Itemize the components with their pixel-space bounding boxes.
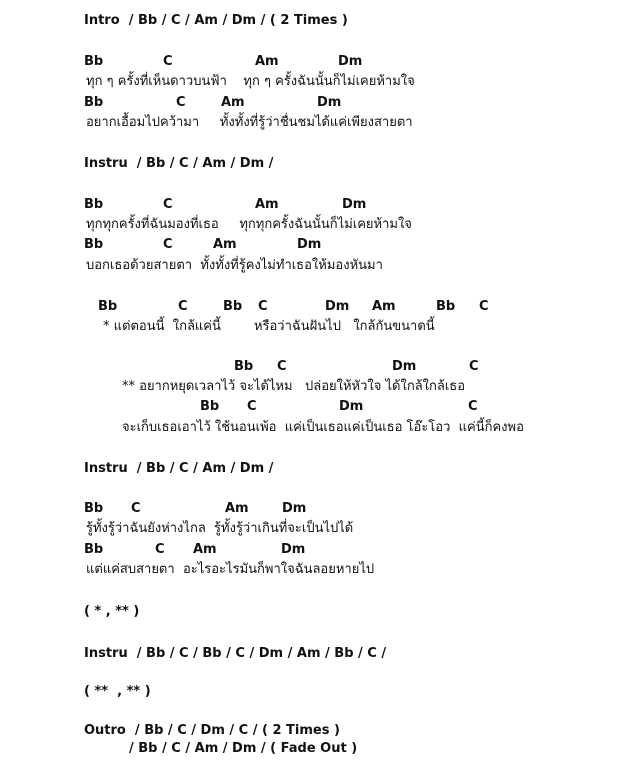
chord: Bb — [234, 359, 254, 374]
chord: C — [131, 501, 141, 516]
chord: Bb — [200, 399, 220, 414]
chord: C — [178, 299, 188, 314]
chord: Bb — [84, 237, 104, 252]
chord: Dm — [339, 399, 364, 414]
chord: Bb — [84, 501, 104, 516]
lyric-line: ** อยากหยุดเวลาไว้ จะได้ไหม ปล่อยให้หัวใจ ได้ใกล้ใกล้เธอ — [122, 379, 466, 394]
instru-line: Instru / Bb / C / Bb / C / Dm / Am / Bb / C / — [84, 646, 387, 661]
chord: Bb — [98, 299, 118, 314]
chord: Am — [255, 197, 279, 212]
chord: Am — [193, 542, 217, 557]
chord: Bb — [436, 299, 456, 314]
instru-line: Instru / Bb / C / Am / Dm / — [84, 461, 274, 476]
lyric-line: * แต่ตอนนี้ ใกล้แค่นี้ หรือว่าฉันฝันไป ใกล้กันขนาดนี้ — [103, 319, 435, 334]
chord: Am — [221, 95, 245, 110]
chord: Bb — [84, 542, 104, 557]
chord: C — [176, 95, 186, 110]
chord: C — [163, 54, 173, 69]
chord: Dm — [338, 54, 363, 69]
chord: Am — [225, 501, 249, 516]
lyric-line: บอกเธอด้วยสายตา ทั้งทั้งที่รู้คงไม่ทำเธอให้มองหันมา — [86, 258, 383, 273]
chord: C — [163, 237, 173, 252]
outro-line: Outro / Bb / C / Dm / C / ( 2 Times ) — [84, 723, 340, 738]
chord: C — [247, 399, 257, 414]
repeat-line: ( ** , ** ) — [84, 684, 151, 699]
lyric-line: จะเก็บเธอเอาไว้ ใช้นอนเพ้อ แค่เป็นเธอแค่เป็นเธอ โอ๊ะโอว แค่นี้ก็คงพอ — [122, 420, 524, 435]
chord: Bb — [223, 299, 243, 314]
chord: Bb — [84, 54, 104, 69]
chord: Dm — [342, 197, 367, 212]
chord: Dm — [392, 359, 417, 374]
chord: C — [163, 197, 173, 212]
chord: C — [469, 359, 479, 374]
chord: Bb — [84, 197, 104, 212]
chord: Dm — [325, 299, 350, 314]
repeat-line: ( * , ** ) — [84, 604, 140, 619]
chord: C — [155, 542, 165, 557]
chord: Dm — [281, 542, 306, 557]
chord: Am — [213, 237, 237, 252]
outro-line-2: / Bb / C / Am / Dm / ( Fade Out ) — [129, 741, 358, 756]
lyric-line: แต่แค่สบสายตา อะไรอะไรมันก็พาใจฉันลอยหายไป — [86, 562, 375, 577]
lyric-line: ทุก ๆ ครั้งที่เห็นดาวบนฟ้า ทุก ๆ ครั้งฉันนั้นก็ไม่เคยห้ามใจ — [86, 74, 415, 89]
instru-line: Instru / Bb / C / Am / Dm / — [84, 156, 274, 171]
chord: C — [277, 359, 287, 374]
chord: Dm — [297, 237, 322, 252]
intro-line: Intro / Bb / C / Am / Dm / ( 2 Times ) — [84, 13, 348, 28]
chord: C — [468, 399, 478, 414]
lyric-line: อยากเอื้อมไปคว้ามา ทั้งทั้งที่รู้ว่าชื่นชมได้แค่เพียงสายตา — [86, 115, 413, 130]
chord: Am — [255, 54, 279, 69]
chord: Dm — [282, 501, 307, 516]
chord: C — [258, 299, 268, 314]
chord: Bb — [84, 95, 104, 110]
lyric-line: รู้ทั้งรู้ว่าฉันยังห่างไกล รู้ทั้งรู้ว่าเกินที่จะเป็นไปได้ — [86, 521, 354, 536]
lyric-line: ทุกทุกครั้งที่ฉันมองที่เธอ ทุกทุกครั้งฉันนั้นก็ไม่เคยห้ามใจ — [86, 217, 412, 232]
chord: Dm — [317, 95, 342, 110]
chord: Am — [372, 299, 396, 314]
chord: C — [479, 299, 489, 314]
